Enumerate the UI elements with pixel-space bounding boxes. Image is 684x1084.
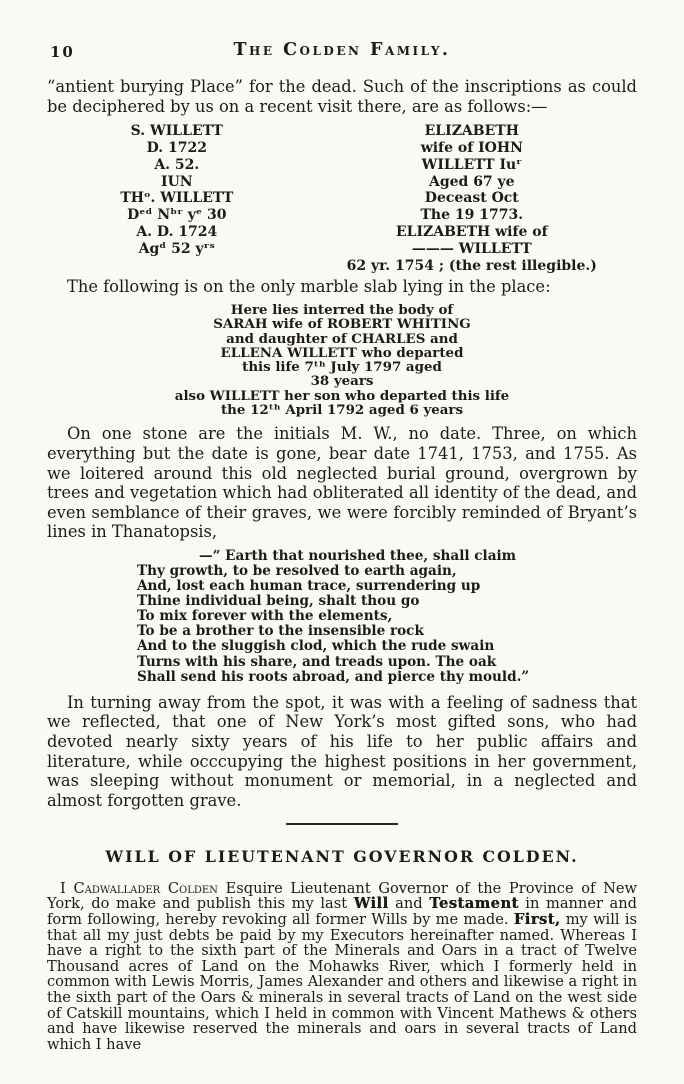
closing-paragraph: In turning away from the spot, it was with a feeling of sadness that we reflected, that one of New York’s most gifted sons, who had devoted nearly sixty years of his life to her public affairs and literature, while occcupying the highest positions in her government, was sleeping without monument or memorial, in a neglected and almost forgotten grave. bbox=[47, 692, 637, 810]
poem-line: To mix forever with the elements, bbox=[137, 608, 393, 625]
slab-line: the 12ᵗʰ April 1792 aged 6 years bbox=[220, 402, 464, 419]
inscription-line: ELIZABETH wife of bbox=[395, 223, 548, 240]
inscription-line: A. 52. bbox=[154, 156, 200, 173]
text-segment: and bbox=[388, 895, 430, 913]
page-number: 10 bbox=[50, 43, 75, 61]
running-header bbox=[47, 40, 637, 64]
inscription-line: A. D. 1724 bbox=[136, 223, 218, 240]
slab-line: also WILLETT her son who departed this life bbox=[174, 387, 510, 404]
inscription-line: D. 1722 bbox=[146, 139, 207, 156]
text-segment: Testament bbox=[429, 895, 519, 913]
poem-line: Shall send his roots abroad, and pierce thy mould.” bbox=[137, 668, 530, 685]
section-divider-rule bbox=[286, 823, 398, 825]
inscription-line: WILLETT Iuʳ bbox=[421, 156, 522, 173]
page-title: The Colden Family. bbox=[233, 40, 451, 60]
inscription-line: wife of IOHN bbox=[420, 139, 523, 156]
poem-line: —“ Earth that nourished thee, shall claim bbox=[199, 547, 517, 564]
stones-paragraph: On one stone are the initials M. W., no date. Three, on which everything but the date is gone, bear date 1741, 1753, and 1755. As we loitered around this old neglected burial ground, overgrown by trees and vegetation which had obliterated all identity of the dead, and even semblance of their graves, we were forcibly reminded of Bryant’s lines in Thanatopsis, bbox=[47, 424, 637, 542]
text-segment: Will bbox=[353, 895, 389, 913]
poem-line: And to the sluggish clod, which the rude swain bbox=[137, 638, 495, 655]
slab-line: ELLENA WILLETT who departed bbox=[220, 344, 464, 361]
inscription-line: S. WILLETT bbox=[130, 123, 223, 140]
text-segment: in manner and form following, hereby revoking all former Wills by me made. bbox=[47, 895, 638, 929]
poem-line: Thine individual being, shalt thou go bbox=[137, 593, 420, 610]
poem-line: And, lost each human trace, surrendering up bbox=[137, 578, 481, 595]
opening-paragraph: “antient burying Place” for the dead. Such of the inscriptions as could be deciphered by us on a recent visit there, are as follows:— bbox=[47, 77, 637, 116]
inscription-line: Aged 67 ye bbox=[428, 173, 515, 190]
gravestone-inscriptions bbox=[47, 123, 637, 274]
inscription-line: IUN bbox=[161, 173, 193, 190]
text-segment: I bbox=[60, 879, 74, 897]
inscription-line: ——— WILLETT bbox=[411, 240, 532, 257]
text-segment: Cadwallader Colden bbox=[73, 879, 218, 897]
inscription-line: Deceast Oct bbox=[424, 190, 519, 207]
inscription-line: The 19 1773. bbox=[420, 207, 524, 224]
inscription-line: THᵒ. WILLETT bbox=[120, 190, 234, 207]
slab-line: Here lies interred the body of bbox=[230, 301, 454, 318]
marble-slab-inscription bbox=[47, 303, 637, 417]
will-section-heading: WILL OF LIEUTENANT GOVERNOR COLDEN. bbox=[105, 847, 579, 867]
slab-line: 38 years bbox=[310, 373, 374, 390]
text-segment: First, bbox=[513, 911, 561, 929]
poem-line: Turns with his share, and treads upon. The oak bbox=[137, 653, 497, 670]
inscription-line: 62 yr. 1754 ; (the rest illegible.) bbox=[346, 257, 597, 274]
slab-line: SARAH wife of ROBERT WHITING bbox=[213, 316, 471, 333]
will-paragraph bbox=[47, 881, 637, 1053]
inscription-line: Dᵉᵈ Nᵇʳ yᵉ 30 bbox=[127, 207, 227, 224]
text-segment: Esquire Lieutenant Governor of the Province of New York, do make and publish this my last bbox=[47, 879, 638, 913]
poem-line: Thy growth, to be resolved to earth again, bbox=[137, 562, 457, 579]
thanatopsis-quote bbox=[137, 549, 637, 685]
text-segment: my will is that all my just debts be paid by my Executors hereinafter named. Whereas I have a right to the sixth part of the Minerals and Oars in a tract of Twelve Thousand acres of Land on the Mohawks River, which I formerly held in common with Lewis Morris, James Alexander and others and likewise a right in the sixth part of the Oars & minerals in several tracts of Land on the west side of Catskill mountains, which I held in common with Vincent Mathews & others and have likewise reserved the minerals and oars in several tracts of Land which I have bbox=[47, 911, 637, 1053]
poem-line: To be a brother to the insensible rock bbox=[137, 623, 424, 640]
inscription-line: Agᵈ 52 yʳˢ bbox=[138, 240, 215, 257]
slab-line: this life 7ᵗʰ July 1797 aged bbox=[242, 359, 442, 376]
inscription-column-left bbox=[47, 123, 307, 274]
inscription-column-right bbox=[307, 123, 637, 274]
slab-intro-paragraph: The following is on the only marble slab lying in the place: bbox=[67, 277, 551, 297]
inscription-line: ELIZABETH bbox=[424, 123, 519, 140]
slab-line: and daughter of CHARLES and bbox=[226, 330, 458, 347]
